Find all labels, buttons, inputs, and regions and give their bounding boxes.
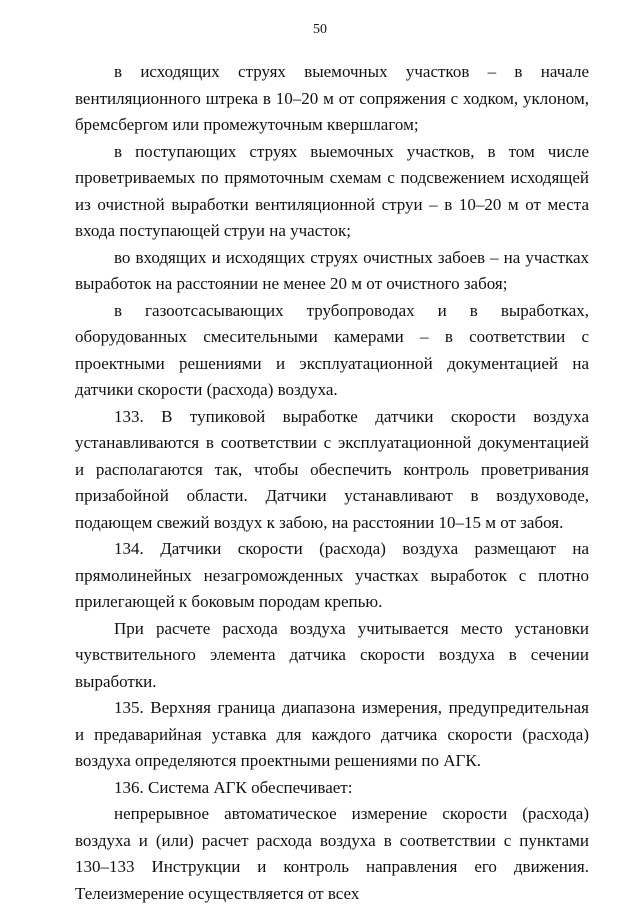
paragraph-item-136: 136. Система АГК обеспечивает: [114,777,353,797]
paragraph-incoming-streams: в поступающих струях выемочных участков, в том числе проветриваемых по прямоточным схемам с подсвежением исходящей из очистной выработки вентиляционной струи – в 10–20 м от места входа поступающей струи на участок; [75,141,589,240]
paragraph-item-134: 134. Датчики скорости (расхода) воздуха размещают на прямолинейных незагроможденных участках выработок с плотно прилегающей к боковым породам крепью. [75,539,589,611]
page-number: 50 [313,22,327,37]
body-text [75,59,589,907]
paragraph-gas-pipelines: в газоотсасывающих трубопроводах и в выработках, оборудованных смесительными камерами – в соответствии с проектными решениями и эксплуатационной документацией на датчики скорости (расхода) воздуха. [75,300,589,399]
paragraph-continuous-measurement: непрерывное автоматическое измерение скорости (расхода) воздуха и (или) расчет расхода воздуха в соответствии с пунктами 130–133 Инструкции и контроль направления его движения. Телеизмерение осуществляется от всех [75,804,589,903]
paragraph-item-133: 133. В тупиковой выработке датчики скорости воздуха устанавливаются в соответствии с эксплуатационной документацией и располагаются так, чтобы обеспечить контроль проветривания призабойной области. Датчики устанавливают в воздуховоде, подающем свежий воздух к забою, на расстоянии 10–15 м от забоя. [75,406,589,532]
paragraph-sensor-placement: При расчете расхода воздуха учитывается место установки чувствительного элемента датчика скорости воздуха в сечении выработки. [75,618,589,691]
paragraph-outgoing-streams: в исходящих струях выемочных участков – в начале вентиляционного штрека в 10–20 м от сопряжения с ходком, уклоном, бремсбергом или промежуточным квершлагом; [75,62,589,134]
paragraph-item-135: 135. Верхняя граница диапазона измерения, предупредительная и предаварийная уставка для каждого датчика скорости (расхода) воздуха определяются проектными решениями по АГК. [75,698,589,770]
paragraph-face-streams: во входящих и исходящих струях очистных забоев – на участках выработок на расстоянии не менее 20 м от очистного забоя; [75,247,589,293]
